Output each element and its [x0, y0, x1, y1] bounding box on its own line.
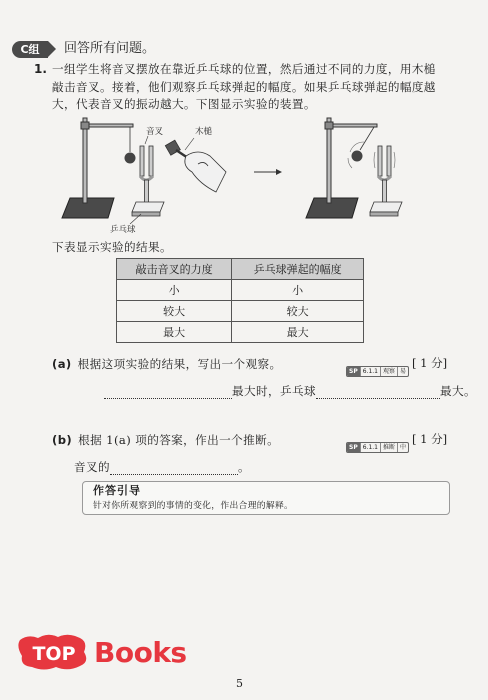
- page-number: 5: [236, 677, 243, 690]
- table-cell: 较大: [232, 301, 364, 322]
- section-instruction: 回答所有问题。: [64, 41, 156, 56]
- label-ball: 乒乓球: [110, 225, 136, 235]
- tag-sp: SP: [347, 367, 361, 376]
- part-b-answer-start: 音叉的: [74, 460, 110, 474]
- results-table: [116, 258, 364, 343]
- tag-skill: 观察: [381, 367, 398, 376]
- part-a-answer-mid: 最大时，乒乓球: [232, 384, 316, 398]
- experiment-figure: [48, 112, 448, 238]
- part-a-answer-line: [104, 383, 476, 399]
- part-a-text: 根据这项实验的结果，写出一个观察。: [77, 357, 282, 371]
- part-b-skill-tag: [346, 434, 409, 453]
- table-row: [117, 322, 364, 343]
- tag-code: 6.1.1: [361, 443, 381, 452]
- part-b-question: [52, 432, 279, 448]
- label-fork: 音叉: [146, 127, 164, 137]
- answer-blank-1[interactable]: [104, 386, 232, 399]
- section-tag: C组: [12, 41, 48, 58]
- table-header-row: [117, 259, 364, 280]
- ping-pong-ball-swung: [352, 151, 363, 162]
- answer-blank-3[interactable]: [110, 462, 238, 475]
- column-header: 敲击音叉的力度: [117, 259, 232, 280]
- table-row: [117, 280, 364, 301]
- table-row: [117, 301, 364, 322]
- question-text: [52, 61, 472, 114]
- right-retort-stand: [306, 118, 377, 218]
- table-cell: 较大: [117, 301, 232, 322]
- question-line: 一组学生将音叉摆放在靠近乒乓球的位置，然后通过不同的力度，用木槌: [52, 62, 436, 76]
- table-cell: 小: [232, 280, 364, 301]
- guide-body: 针对你所观察到的事情的变化，作出合理的解释。: [93, 501, 294, 511]
- results-intro: 下表显示实验的结果。: [52, 240, 172, 254]
- label-mallet: 木槌: [195, 127, 213, 137]
- tuning-fork: [132, 146, 164, 216]
- tag-code: 6.1.1: [361, 367, 381, 376]
- part-a-question: [52, 356, 282, 372]
- arrow-icon: [254, 169, 282, 175]
- guide-title: 作答引导: [93, 484, 141, 497]
- tag-level: 中: [400, 444, 407, 451]
- part-b-answer-end: 。: [237, 460, 250, 474]
- topbooks-logo-books: Books: [94, 636, 187, 669]
- answer-guide-box: [82, 481, 450, 515]
- logo-top-text: TOP: [32, 643, 76, 665]
- part-b-label: (b): [52, 433, 73, 447]
- table-cell: 最大: [117, 322, 232, 343]
- ping-pong-ball: [125, 153, 136, 164]
- part-b-marks: [ 1 分]: [412, 432, 448, 446]
- question-line: 敲击音叉。接着，他们观察乒乓球弹起的幅度。如果乒乓球弹起的幅度越: [52, 79, 436, 94]
- tuning-fork-vibrating: [370, 146, 402, 216]
- tag-level: 易: [400, 368, 407, 375]
- part-a-skill-tag: [346, 358, 409, 377]
- part-b-text: 根据 1(a) 项的答案，作出一个推断。: [78, 433, 280, 447]
- part-a-marks: [ 1 分]: [412, 356, 448, 370]
- answer-blank-2[interactable]: [316, 386, 440, 399]
- part-a-answer-end: 最大。: [439, 384, 476, 398]
- question-line: 大，代表音叉的振动越大。下图显示实验的装置。: [52, 97, 316, 111]
- column-header: 乒乓球弹起的幅度: [232, 259, 364, 280]
- tag-skill: 推断: [381, 443, 398, 452]
- table-cell: 小: [117, 280, 232, 301]
- left-retort-stand: [62, 118, 133, 218]
- mallet-and-hand: [165, 140, 226, 192]
- table-cell: 最大: [232, 322, 364, 343]
- question-number: 1.: [34, 62, 47, 76]
- part-b-answer-line: [74, 459, 250, 475]
- topbooks-logo-top: [18, 632, 90, 672]
- tag-sp: SP: [347, 443, 361, 452]
- part-a-label: (a): [52, 357, 72, 371]
